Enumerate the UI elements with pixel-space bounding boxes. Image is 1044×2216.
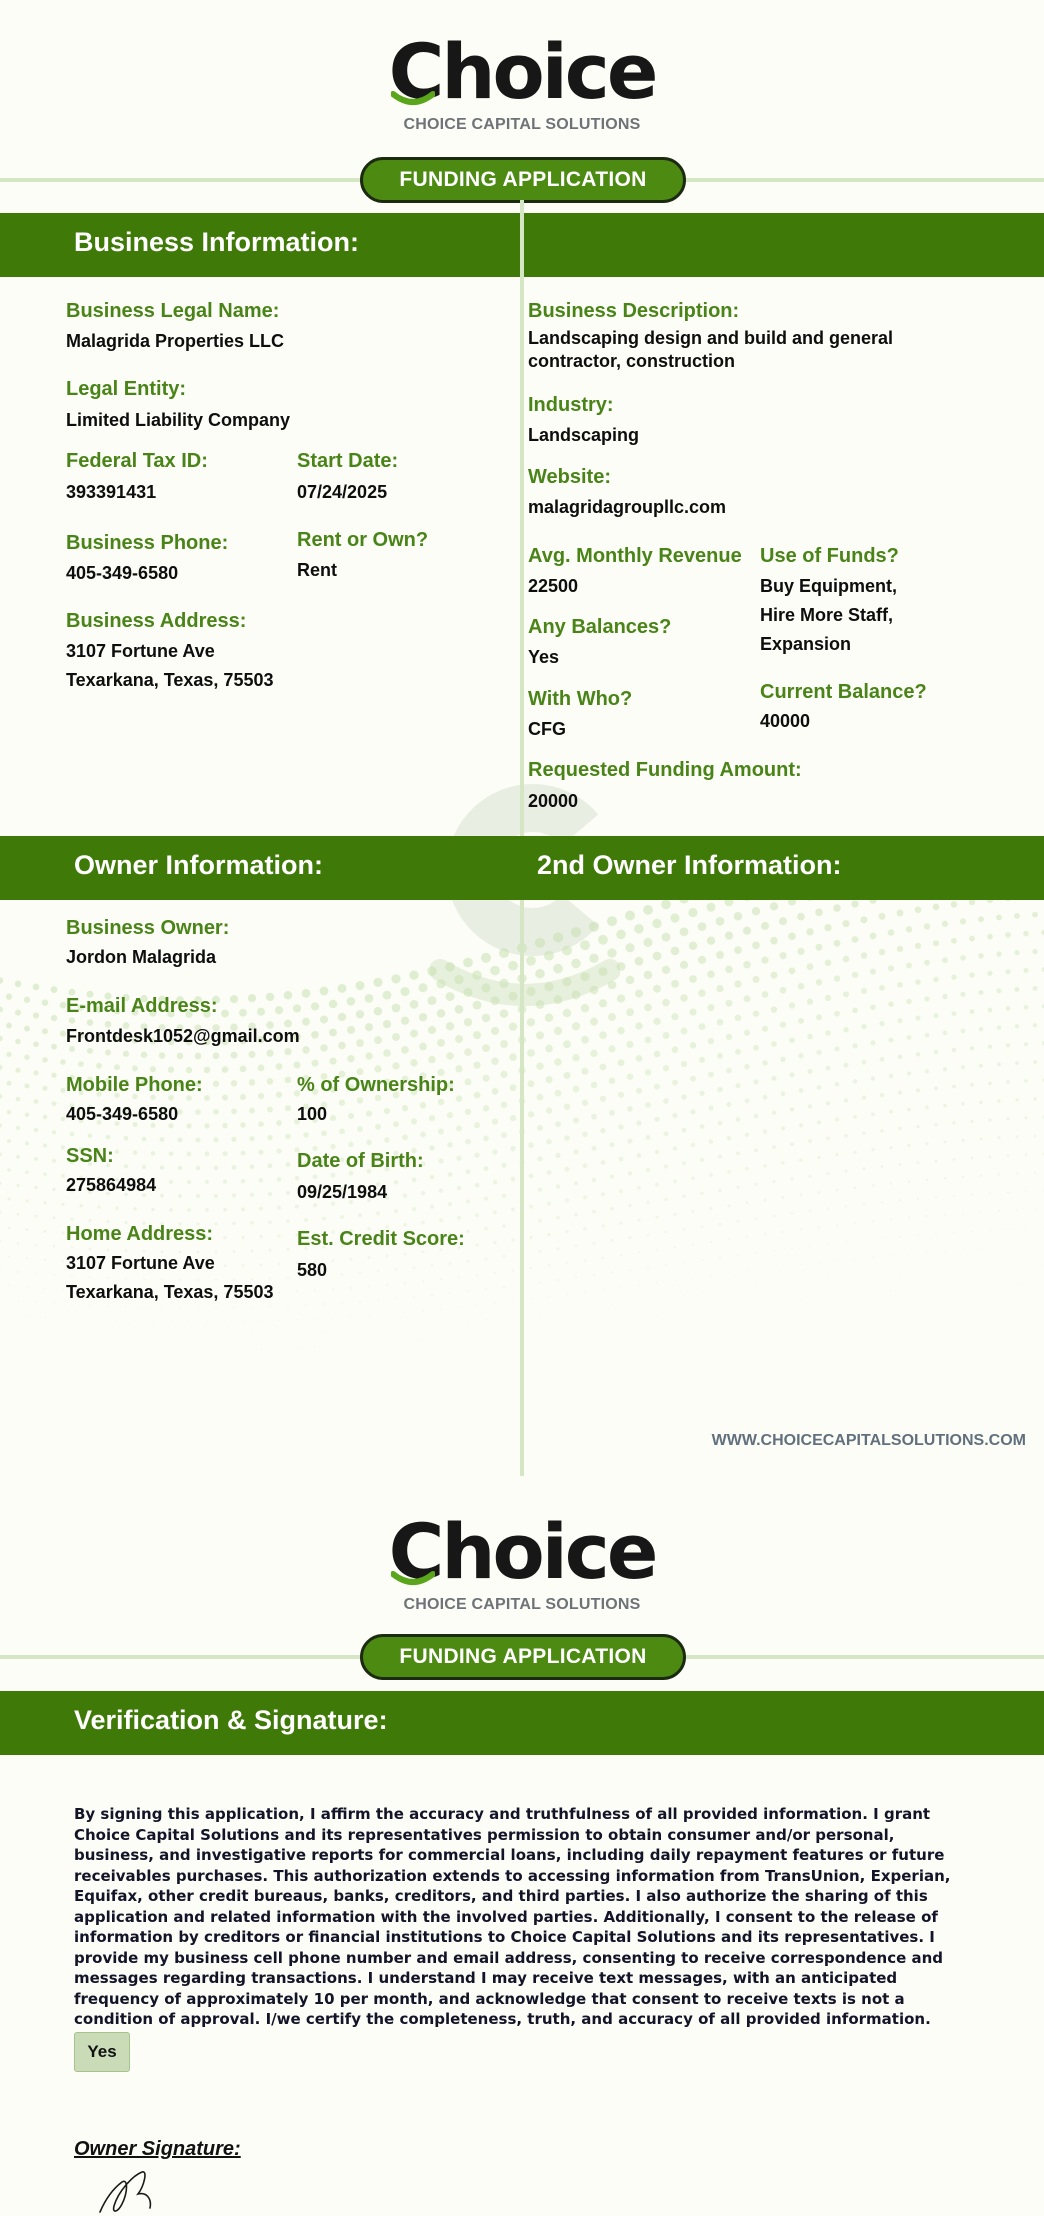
ssn-label: SSN: <box>66 1145 114 1167</box>
with-who-value: CFG <box>528 719 566 739</box>
business-description-label: Business Description: <box>528 300 740 322</box>
mobile-phone-value: 405-349-6580 <box>66 1104 179 1124</box>
verification-heading: Verification & Signature: <box>74 1705 388 1735</box>
federal-tax-id-value: 393391431 <box>66 482 157 502</box>
owner-info-band <box>0 836 1044 900</box>
current-balance-value: 40000 <box>760 711 811 731</box>
rent-or-own-value: Rent <box>297 560 337 580</box>
with-who-label: With Who? <box>528 688 633 710</box>
consent-text: By signing this application, I affirm the accuracy and truthfulness of all provided information. I grant Choice Capital Solutions and its representatives permission to obtain consumer and/or personal, business, and investigative reports for commercial loans, including daily repayment features or future receivables purchases. This authorization extends to accessing information from TransUnion, Experian, Equifax, other credit bureaus, banks, creditors, and third parties. I also authorize the sharing of this application and related information with the involved parties. Additionally, I consent to the release of information by creditors or financial institutions to Choice Capital Solutions and its representatives. I provide my business cell phone number and email address, consenting to receive correspondence and messages regarding transactions. I understand I may receive text messages, with an anticipated frequency of approximately 10 per month, and acknowledge that consent to receive texts is not a condition of approval. I/we certify the completeness, truth, and accuracy of all provided information. <box>74 1805 951 2028</box>
business-description-line2: contractor, construction <box>528 351 736 371</box>
credit-score-value: 580 <box>297 1260 328 1280</box>
business-address-line1: 3107 Fortune Ave <box>66 641 215 661</box>
website-footer-link[interactable]: WWW.CHOICECAPITALSOLUTIONS.COM <box>711 1432 1026 1449</box>
industry-value: Landscaping <box>528 425 640 445</box>
start-date-label: Start Date: <box>297 450 399 472</box>
use-of-funds-line1: Buy Equipment, <box>760 576 898 596</box>
avg-monthly-revenue-label: Avg. Monthly Revenue <box>528 545 742 567</box>
business-phone-label: Business Phone: <box>66 532 229 554</box>
date-of-birth-value: 09/25/1984 <box>297 1182 388 1202</box>
business-description-line1: Landscaping design and build and general <box>528 328 894 348</box>
brand-logo-page2 <box>0 1507 1044 1614</box>
home-address-line1: 3107 Fortune Ave <box>66 1253 215 1273</box>
business-owner-label: Business Owner: <box>66 917 230 939</box>
logo-subtitle-page2: CHOICE CAPITAL SOLUTIONS <box>403 1596 641 1613</box>
logo-wordmark-page2: Choice <box>388 1507 656 1596</box>
logo-subtitle: CHOICE CAPITAL SOLUTIONS <box>403 116 641 133</box>
federal-tax-id-label: Federal Tax ID: <box>66 450 208 472</box>
ssn-value: 275864984 <box>66 1175 157 1195</box>
verification-band <box>0 1691 1044 1755</box>
business-address-line2: Texarkana, Texas, 75503 <box>66 670 274 690</box>
any-balances-label: Any Balances? <box>528 616 672 638</box>
logo-swoosh-icon <box>391 1570 435 1588</box>
column-divider <box>520 200 524 836</box>
industry-label: Industry: <box>528 394 614 416</box>
owner-column-divider <box>520 900 524 1476</box>
logo-swoosh-icon <box>391 90 435 108</box>
any-balances-value: Yes <box>528 647 560 667</box>
start-date-value: 07/24/2025 <box>297 482 388 502</box>
business-address-label: Business Address: <box>66 610 247 632</box>
requested-funding-label: Requested Funding Amount: <box>528 759 802 781</box>
email-label: E-mail Address: <box>66 995 218 1017</box>
home-address-label: Home Address: <box>66 1223 214 1245</box>
form-title-badge-page2: FUNDING APPLICATION <box>360 1634 686 1680</box>
form-title-badge: FUNDING APPLICATION <box>360 157 686 203</box>
owner-signature-label: Owner Signature: <box>74 2138 241 2160</box>
owner-info-heading: Owner Information: <box>74 850 323 880</box>
consent-yes-button[interactable]: Yes <box>74 2032 130 2072</box>
use-of-funds-line3: Expansion <box>760 634 852 654</box>
website-value: malagridagroupllc.com <box>528 497 727 517</box>
legal-name-label: Business Legal Name: <box>66 300 280 322</box>
rent-or-own-label: Rent or Own? <box>297 529 429 551</box>
ownership-value: 100 <box>297 1104 328 1124</box>
home-address-line2: Texarkana, Texas, 75503 <box>66 1282 274 1302</box>
email-value: Frontdesk1052@gmail.com <box>66 1026 300 1046</box>
ownership-label: % of Ownership: <box>297 1074 455 1096</box>
brand-logo <box>0 27 1044 134</box>
credit-score-label: Est. Credit Score: <box>297 1228 465 1250</box>
second-owner-heading: 2nd Owner Information: <box>537 850 842 880</box>
business-phone-value: 405-349-6580 <box>66 563 179 583</box>
application-page-2 <box>0 1478 1044 2216</box>
logo-wordmark: Choice <box>388 27 656 116</box>
legal-name-value: Malagrida Properties LLC <box>66 331 285 351</box>
date-of-birth-label: Date of Birth: <box>297 1150 424 1172</box>
legal-entity-value: Limited Liability Company <box>66 410 291 430</box>
avg-monthly-revenue-value: 22500 <box>528 576 579 596</box>
business-info-heading: Business Information: <box>74 227 360 257</box>
requested-funding-value: 20000 <box>528 791 579 811</box>
current-balance-label: Current Balance? <box>760 681 927 703</box>
business-owner-value: Jordon Malagrida <box>66 947 217 967</box>
use-of-funds-label: Use of Funds? <box>760 545 899 567</box>
mobile-phone-label: Mobile Phone: <box>66 1074 203 1096</box>
use-of-funds-line2: Hire More Staff, <box>760 605 894 625</box>
website-label: Website: <box>528 466 611 488</box>
legal-entity-label: Legal Entity: <box>66 378 187 400</box>
signature-icon <box>92 2168 212 2216</box>
